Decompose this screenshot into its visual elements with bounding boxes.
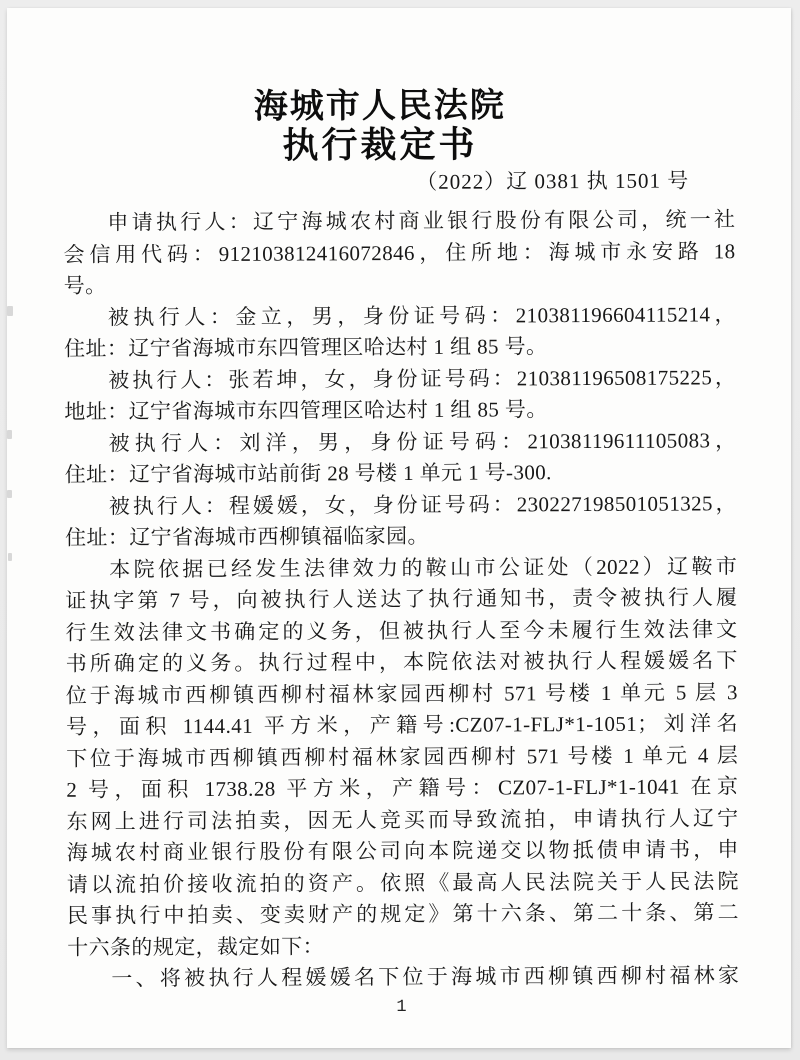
scan-artifact <box>7 306 13 316</box>
body-line: 东网上进行司法拍卖，因无人竞买而导致流拍，申请执行人辽宁 <box>66 805 739 834</box>
body-line: 会信用代码：912103812416072846，住所地：海城市永安路 18 <box>63 238 736 267</box>
body-line: 请以流拍价接收流拍的资产。依照《最高人民法院关于人民法院 <box>66 868 739 897</box>
body-line: 十六条的规定，裁定如下： <box>67 933 325 960</box>
body-line: 海城农村商业银行股份有限公司向本院递交以物抵债申请书，申 <box>66 837 739 865</box>
body-line: 被执行人：刘洋，男，身份证号码：21038119611105083， <box>108 427 737 456</box>
body-line: 号。 <box>63 273 107 298</box>
body-line: 下位于海城市西柳镇西柳村福林家园西柳村 571 号楼 1 单元 4 层 <box>66 742 739 771</box>
case-number: （2022）辽 0381 执 1501 号 <box>416 168 690 194</box>
body-line: 证执字第 7 号，向被执行人送达了执行通知书，责令被执行人履 <box>65 585 738 613</box>
body-line: 被执行人：张若坤，女，身份证号码：210381196508175225， <box>108 364 737 393</box>
court-name: 海城市人民法院 <box>253 87 506 126</box>
body-line: 地址：辽宁省海城市东四管理区哈达村 1 组 85 号。 <box>64 397 548 424</box>
scan-artifact <box>7 490 12 498</box>
body-line: 被执行人：程媛媛，女，身份证号码：230227198501051325， <box>108 490 737 519</box>
scan-artifact <box>8 553 12 561</box>
body-line: 号，面积 1144.41 平方米，产籍号:CZ07-1-FLJ*1-1051；刘洋名 <box>65 711 739 739</box>
body-line: 行生效法律文书确定的义务，但被执行人至今未履行生效法律文 <box>65 616 738 645</box>
body-line: 住址：辽宁省海城市东四管理区哈达村 1 组 85 号。 <box>63 334 548 361</box>
document-page <box>7 8 791 1048</box>
page-content <box>7 8 791 1048</box>
body-line: 申请执行人：辽宁海城农村商业银行股份有限公司，统一社 <box>107 207 736 235</box>
body-text <box>63 204 739 995</box>
body-line: 书所确定的义务。执行过程中，本院依法对被执行人程媛媛名下 <box>65 648 738 676</box>
body-line: 住址：辽宁省海城市站前街 28 号楼 1 单元 1 号-300. <box>64 460 552 487</box>
body-line: 2 号，面积 1738.28 平方米，产籍号：CZ07-1-FLJ*1-1041 在京 <box>66 774 739 802</box>
body-line: 住址：辽宁省海城市西柳镇福临家园。 <box>64 523 429 550</box>
page-number: 1 <box>396 997 407 1018</box>
title-block <box>7 86 755 167</box>
body-line: 被执行人：金立，男，身份证号码：210381196604115214， <box>107 301 736 330</box>
document-title: 执行裁定书 <box>282 124 478 166</box>
body-line: 一、将被执行人程媛媛名下位于海城市西柳镇西柳村福林家 <box>111 963 740 991</box>
body-line: 民事执行中拍卖、变卖财产的规定》第十六条、第二十条、第二 <box>66 900 740 928</box>
scan-artifact <box>7 430 12 439</box>
body-line: 位于海城市西柳镇西柳村福林家园西柳村 571 号楼 1 单元 5 层 3 <box>65 679 738 708</box>
body-line: 本院依据已经发生法律效力的鞍山市公证处（2022）辽鞍市 <box>109 553 738 582</box>
